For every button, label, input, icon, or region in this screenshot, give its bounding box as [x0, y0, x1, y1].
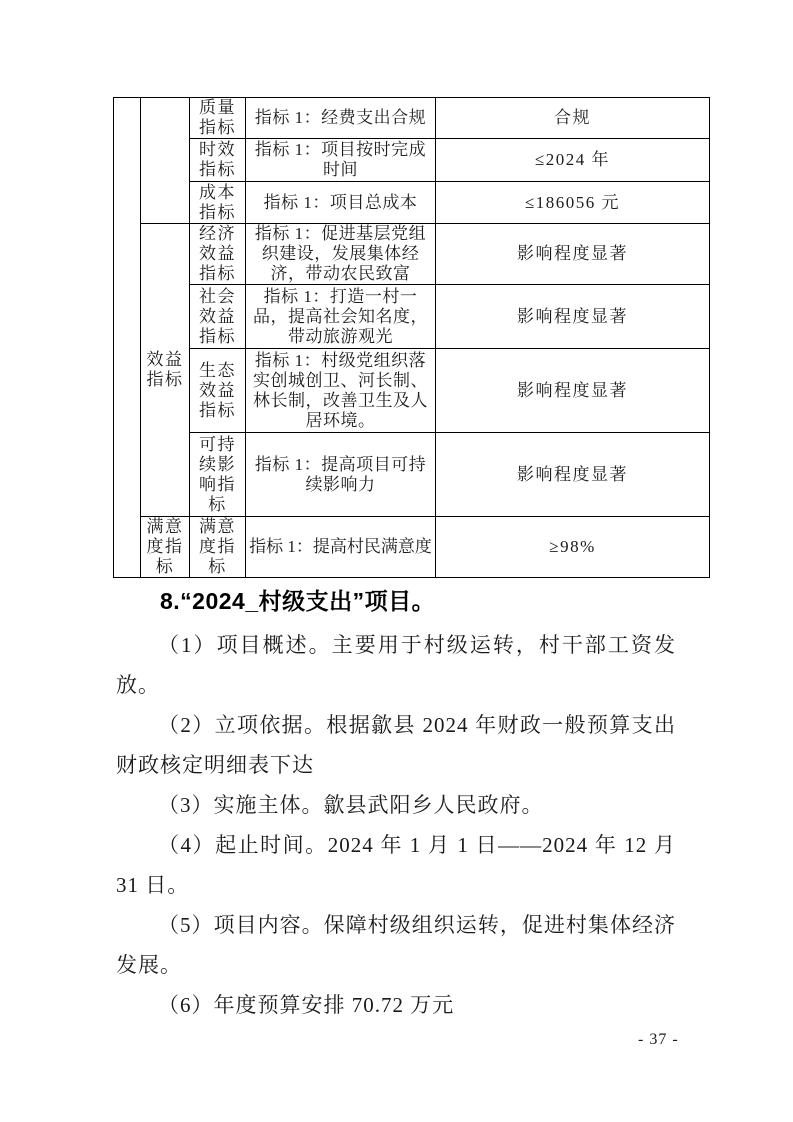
- paragraph-approval-basis: （2）立项依据。根据歙县 2024 年财政一般预算支出财政核定明细表下达: [116, 713, 676, 777]
- table-cell-target: ≤186056 元: [436, 182, 710, 224]
- table-cell-indicator: 指标 1：项目总成本: [246, 182, 436, 224]
- table-cell-category: 时效指标: [190, 139, 246, 182]
- paragraph-time-span: （4）起止时间。2024 年 1 月 1 日——2024 年 12 月 31 日。: [116, 833, 676, 897]
- table-cell-target: 影响程度显著: [436, 285, 710, 349]
- performance-indicators-table: [113, 97, 710, 578]
- section-body: [116, 584, 676, 1025]
- table-cell-indicator: 指标 1：促进基层党组织建设，发展集体经济，带动农民致富: [246, 224, 436, 285]
- table-row: [114, 139, 710, 182]
- table-cell-target: 影响程度显著: [436, 349, 710, 433]
- table-cell-indicator: 指标 1：村级党组织落实创城创卫、河长制、林长制，改善卫生及人居环境。: [246, 349, 436, 433]
- table-cell-indicator: 指标 1：经费支出合规: [246, 98, 436, 139]
- table-cell-category: 经济效益指标: [190, 224, 246, 285]
- table-cell-indicator: 指标 1：提高项目可持续影响力: [246, 433, 436, 517]
- table-cell-indicator: 指标 1：项目按时完成时间: [246, 139, 436, 182]
- table-cell-target: ≤2024 年: [436, 139, 710, 182]
- table-cell-benefit-group: 效益指标: [141, 224, 190, 517]
- table-cell-target: ≥98%: [436, 517, 710, 578]
- table-cell-category: 满意度指标: [190, 517, 246, 578]
- table-row: [114, 349, 710, 433]
- table-cell-group-empty: [141, 98, 190, 224]
- table-row: [114, 98, 710, 139]
- table-cell-indicator: 指标 1：打造一村一品，提高社会知名度，带动旅游观光: [246, 285, 436, 349]
- table-row: [114, 182, 710, 224]
- table-row: [114, 224, 710, 285]
- table-row: [114, 285, 710, 349]
- table-cell-category: 可持续影响指标: [190, 433, 246, 517]
- table-cell-category: 社会效益指标: [190, 285, 246, 349]
- paragraph-project-content: （5）项目内容。保障村级组织运转，促进村集体经济发展。: [116, 913, 676, 977]
- table-row: [114, 433, 710, 517]
- table-cell-target: 影响程度显著: [436, 224, 710, 285]
- table-cell-category: 生态效益指标: [190, 349, 246, 433]
- page-number: - 37 -: [638, 1031, 679, 1048]
- table-row: [114, 517, 710, 578]
- table-cell-left-spanner: [114, 98, 141, 578]
- paragraph-implementing-body: （3）实施主体。歙县武阳乡人民政府。: [158, 793, 544, 817]
- paragraph-project-overview: （1）项目概述。主要用于村级运转，村干部工资发放。: [116, 633, 676, 697]
- table-cell-category: 质量指标: [190, 98, 246, 139]
- table-cell-category: 成本指标: [190, 182, 246, 224]
- table-cell-target: 合规: [436, 98, 710, 139]
- table-cell-satisfaction-group: 满意度指标: [141, 517, 190, 578]
- section-heading: 8.“2024_村级支出”项目。: [160, 588, 436, 614]
- paragraph-annual-budget: （6）年度预算安排 70.72 万元: [158, 993, 455, 1017]
- table-cell-indicator: 指标 1：提高村民满意度: [246, 517, 436, 578]
- table-cell-target: 影响程度显著: [436, 433, 710, 517]
